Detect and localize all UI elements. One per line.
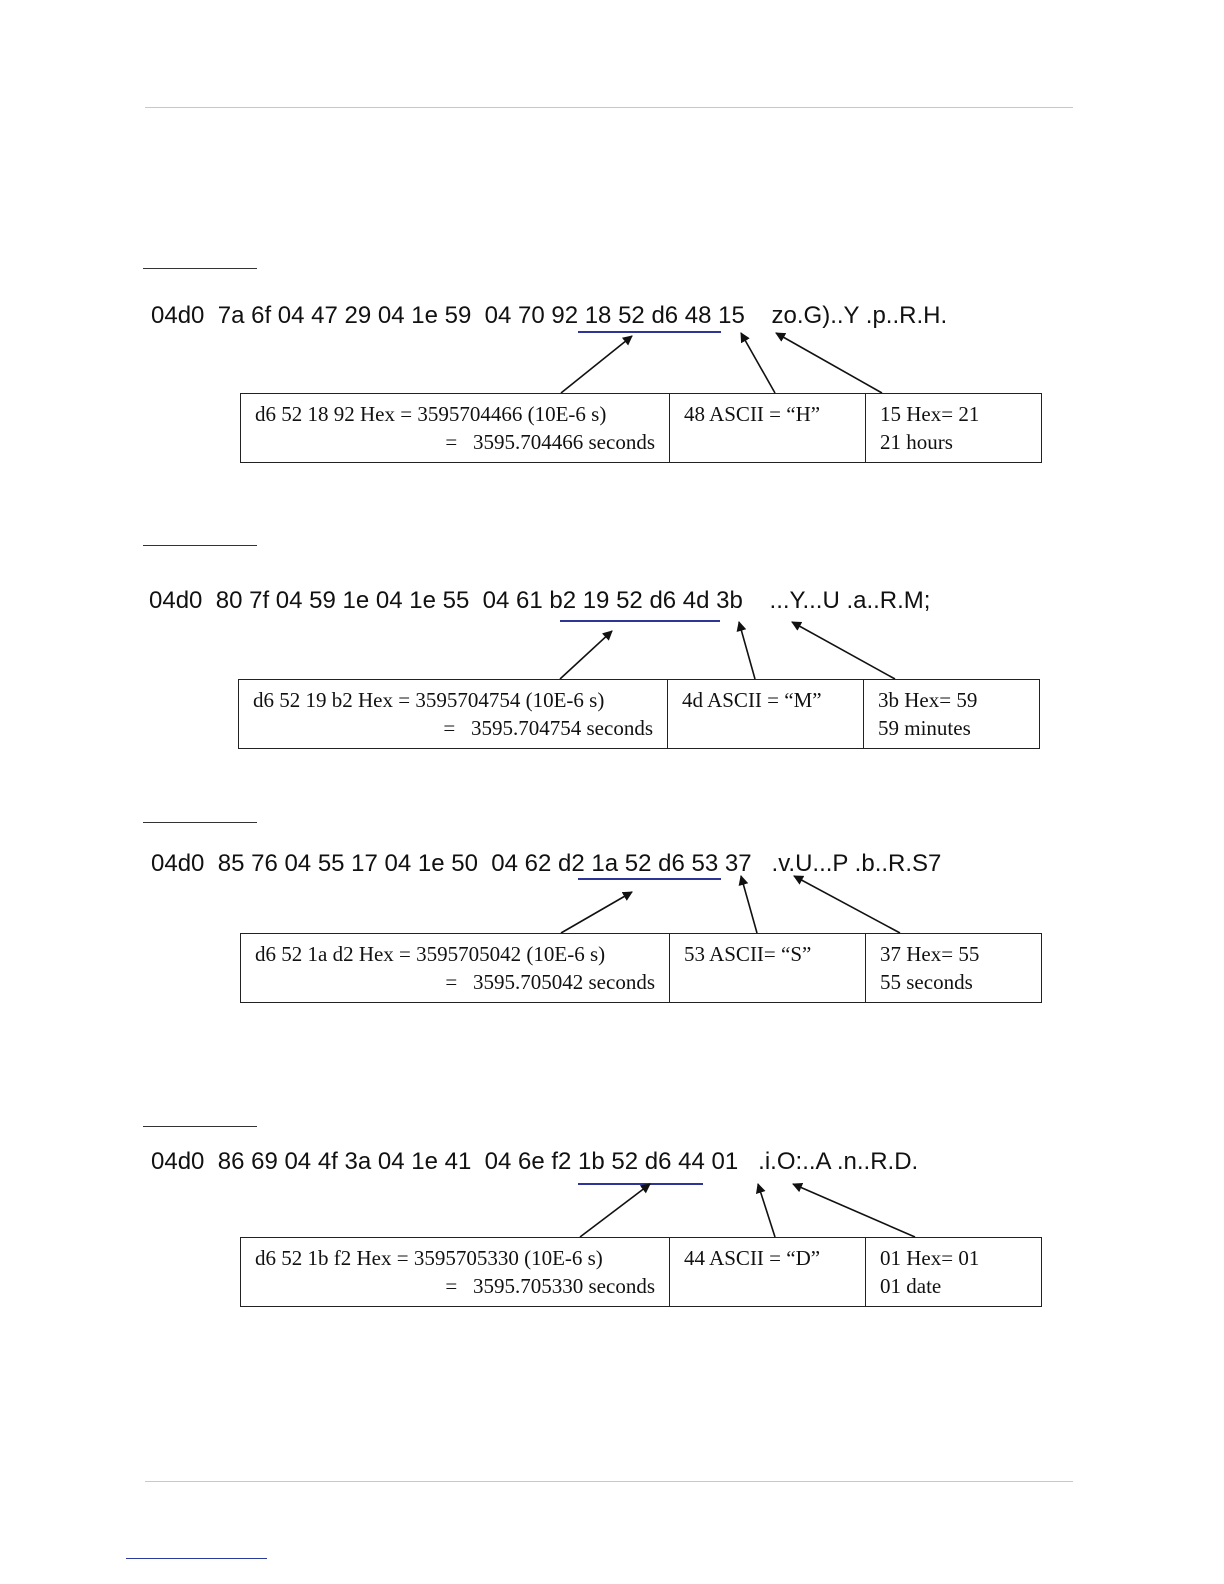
ascii-cell [669, 1238, 865, 1306]
hex-dump-line: 04d0 80 7f 04 59 1e 04 1e 55 04 61 b2 19 52 d6 4d 3b ...Y...U .a..R.M; [149, 587, 931, 614]
arrow-timestamp [580, 1184, 650, 1237]
timestamp-seconds: = 3595.704754 seconds [443, 716, 653, 740]
timestamp-hex: d6 52 19 b2 Hex = 3595704754 (10E-6 s) [253, 688, 605, 712]
value-hex: 01 Hex= 01 [880, 1246, 980, 1270]
timestamp-hex: d6 52 1a d2 Hex = 3595705042 (10E-6 s) [255, 942, 606, 966]
timestamp-hex: d6 52 18 92 Hex = 3595704466 (10E-6 s) [255, 402, 607, 426]
value-hex: 37 Hex= 55 [880, 942, 980, 966]
ascii-value: 44 ASCII = “D” [684, 1246, 821, 1270]
ascii-value: 4d ASCII = “M” [682, 688, 822, 712]
timestamp-hex: d6 52 1b f2 Hex = 3595705330 (10E-6 s) [255, 1246, 603, 1270]
arrow-ascii [758, 1184, 775, 1237]
hex-dump-line: 04d0 86 69 04 4f 3a 04 1e 41 04 6e f2 1b 52 d6 44 01 .i.O:..A .n..R.D. [151, 1148, 919, 1175]
value-hex: 3b Hex= 59 [878, 688, 978, 712]
arrow-value [793, 1184, 915, 1237]
annotation-table [240, 1237, 1042, 1307]
value-meaning: 59 minutes [878, 716, 971, 740]
hex-dump-line: 04d0 7a 6f 04 47 29 04 1e 59 04 70 92 18 52 d6 48 15 zo.G)..Y .p..R.H. [151, 302, 948, 329]
value-hex: 15 Hex= 21 [880, 402, 980, 426]
timestamp-cell [241, 1238, 669, 1306]
value-meaning: 01 date [880, 1274, 942, 1298]
hex-dump-line: 04d0 85 76 04 55 17 04 1e 50 04 62 d2 1a 52 d6 53 37 .v.U...P .b..R.S7 [151, 850, 942, 877]
value-meaning: 21 hours [880, 430, 953, 454]
timestamp-seconds: = 3595.704466 seconds [445, 430, 655, 454]
ascii-value: 48 ASCII = “H” [684, 402, 821, 426]
timestamp-seconds: = 3595.705330 seconds [445, 1274, 655, 1298]
timestamp-seconds: = 3595.705042 seconds [445, 970, 655, 994]
ascii-value: 53 ASCII= “S” [684, 942, 812, 966]
value-cell [865, 1238, 1041, 1306]
value-meaning: 55 seconds [880, 970, 973, 994]
